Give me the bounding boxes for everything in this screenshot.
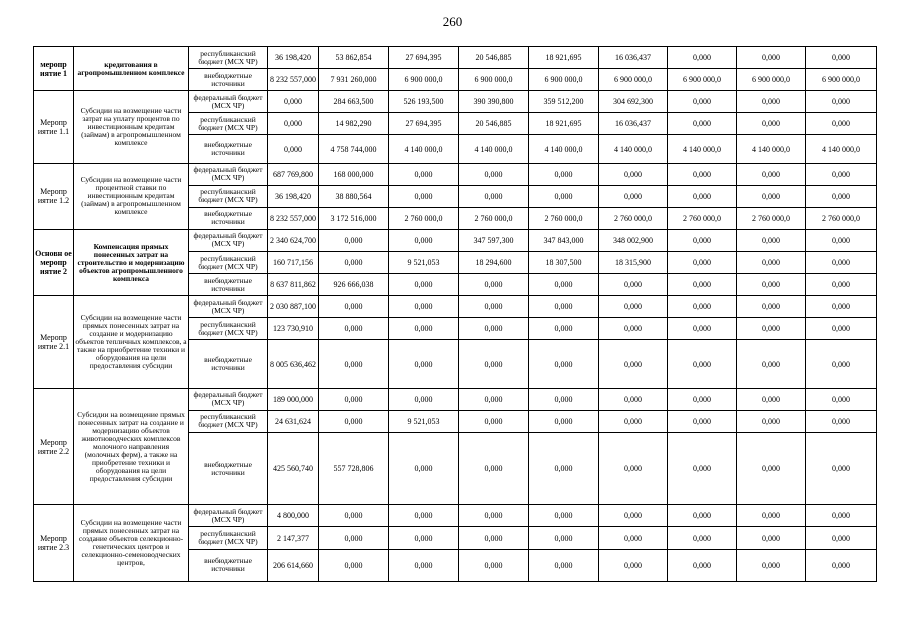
funding-source: республиканский бюджет (МСХ ЧР) bbox=[189, 185, 268, 207]
amount-cell: 0,000 bbox=[389, 340, 459, 388]
amount-cell: 0,000 bbox=[319, 252, 389, 274]
amount-cell: 0,000 bbox=[806, 505, 877, 527]
amount-cell: 4 758 744,000 bbox=[319, 135, 389, 163]
amount-cell: 0,000 bbox=[599, 527, 668, 549]
funding-source: внебюджетные источники bbox=[189, 69, 268, 91]
measure-code: Меропр иятие 2.3 bbox=[34, 505, 74, 582]
amount-cell: 18 921,695 bbox=[529, 47, 599, 69]
amount-cell: 16 036,437 bbox=[599, 47, 668, 69]
amount-cell: 0,000 bbox=[737, 252, 806, 274]
amount-cell: 0,000 bbox=[737, 229, 806, 251]
amount-cell: 0,000 bbox=[459, 340, 529, 388]
amount-cell: 2 760 000,0 bbox=[599, 207, 668, 229]
amount-cell: 0,000 bbox=[806, 318, 877, 340]
amount-cell: 0,000 bbox=[319, 527, 389, 549]
funding-source: республиканский бюджет (МСХ ЧР) bbox=[189, 410, 268, 432]
amount-cell: 16 036,437 bbox=[599, 113, 668, 135]
funding-source: федеральный бюджет (МСХ ЧР) bbox=[189, 229, 268, 251]
amount-cell: 36 198,420 bbox=[268, 185, 319, 207]
amount-cell: 0,000 bbox=[737, 527, 806, 549]
amount-cell: 6 900 000,0 bbox=[389, 69, 459, 91]
amount-cell: 27 694,395 bbox=[389, 47, 459, 69]
amount-cell: 0,000 bbox=[529, 318, 599, 340]
amount-cell: 0,000 bbox=[668, 388, 737, 410]
amount-cell: 0,000 bbox=[599, 549, 668, 581]
amount-cell: 0,000 bbox=[806, 432, 877, 504]
amount-cell: 0,000 bbox=[529, 296, 599, 318]
measure-code: Меропр иятие 1.2 bbox=[34, 163, 74, 229]
amount-cell: 0,000 bbox=[668, 527, 737, 549]
amount-cell: 0,000 bbox=[668, 252, 737, 274]
amount-cell: 38 880,564 bbox=[319, 185, 389, 207]
amount-cell: 390 390,800 bbox=[459, 91, 529, 113]
amount-cell: 0,000 bbox=[459, 549, 529, 581]
amount-cell: 0,000 bbox=[668, 549, 737, 581]
amount-cell: 0,000 bbox=[806, 229, 877, 251]
amount-cell: 2 147,377 bbox=[268, 527, 319, 549]
funding-source: внебюджетные источники bbox=[189, 135, 268, 163]
amount-cell: 0,000 bbox=[806, 296, 877, 318]
table-row bbox=[34, 505, 877, 527]
amount-cell: 0,000 bbox=[529, 185, 599, 207]
amount-cell: 0,000 bbox=[389, 527, 459, 549]
funding-source: республиканский бюджет (МСХ ЧР) bbox=[189, 527, 268, 549]
amount-cell: 0,000 bbox=[737, 505, 806, 527]
budget-table bbox=[33, 46, 877, 582]
amount-cell: 53 862,854 bbox=[319, 47, 389, 69]
amount-cell: 4 140 000,0 bbox=[459, 135, 529, 163]
page-number: 260 bbox=[442, 14, 463, 29]
amount-cell: 123 730,910 bbox=[268, 318, 319, 340]
amount-cell: 4 140 000,0 bbox=[529, 135, 599, 163]
amount-cell: 0,000 bbox=[459, 505, 529, 527]
amount-cell: 0,000 bbox=[737, 113, 806, 135]
amount-cell: 0,000 bbox=[459, 410, 529, 432]
amount-cell: 0,000 bbox=[806, 274, 877, 296]
funding-source: федеральный бюджет (МСХ ЧР) bbox=[189, 505, 268, 527]
amount-cell: 0,000 bbox=[806, 549, 877, 581]
amount-cell: 27 694,395 bbox=[389, 113, 459, 135]
amount-cell: 0,000 bbox=[668, 340, 737, 388]
amount-cell: 8 005 636,462 bbox=[268, 340, 319, 388]
amount-cell: 206 614,660 bbox=[268, 549, 319, 581]
measure-title: Субсидии на возмещение части затрат на уплату процентов по инвестиционным кредитам (займам) в агропромышленном комплексе bbox=[74, 91, 189, 163]
amount-cell: 347 597,300 bbox=[459, 229, 529, 251]
amount-cell: 0,000 bbox=[319, 388, 389, 410]
amount-cell: 0,000 bbox=[668, 432, 737, 504]
amount-cell: 6 900 000,0 bbox=[599, 69, 668, 91]
amount-cell: 0,000 bbox=[459, 274, 529, 296]
amount-cell: 2 760 000,0 bbox=[389, 207, 459, 229]
amount-cell: 189 000,000 bbox=[268, 388, 319, 410]
amount-cell: 0,000 bbox=[668, 163, 737, 185]
funding-source: внебюджетные источники bbox=[189, 274, 268, 296]
amount-cell: 4 140 000,0 bbox=[599, 135, 668, 163]
amount-cell: 0,000 bbox=[737, 47, 806, 69]
measure-title: Субсидии на возмещение прямых понесенных затрат на создание и модернизацию объектов животноводческих комплексов молочного направления (молочных ферм), а также на приобретение техники и оборудования на цели предоставления субсидии bbox=[74, 388, 189, 505]
amount-cell: 18 307,500 bbox=[529, 252, 599, 274]
amount-cell: 0,000 bbox=[529, 274, 599, 296]
amount-cell: 8 637 811,862 bbox=[268, 274, 319, 296]
measure-code: Основн ое меропр иятие 2 bbox=[34, 229, 74, 295]
amount-cell: 0,000 bbox=[529, 432, 599, 504]
amount-cell: 2 760 000,0 bbox=[529, 207, 599, 229]
amount-cell: 0,000 bbox=[668, 318, 737, 340]
amount-cell: 4 800,000 bbox=[268, 505, 319, 527]
amount-cell: 7 931 260,000 bbox=[319, 69, 389, 91]
amount-cell: 0,000 bbox=[737, 340, 806, 388]
amount-cell: 2 760 000,0 bbox=[737, 207, 806, 229]
amount-cell: 0,000 bbox=[389, 229, 459, 251]
amount-cell: 0,000 bbox=[389, 296, 459, 318]
table-row bbox=[34, 229, 877, 251]
amount-cell: 0,000 bbox=[319, 505, 389, 527]
measure-code: Меропр иятие 1.1 bbox=[34, 91, 74, 163]
amount-cell: 0,000 bbox=[737, 163, 806, 185]
amount-cell: 0,000 bbox=[737, 432, 806, 504]
table-row bbox=[34, 47, 877, 69]
amount-cell: 0,000 bbox=[389, 185, 459, 207]
funding-source: внебюджетные источники bbox=[189, 549, 268, 581]
amount-cell: 0,000 bbox=[806, 252, 877, 274]
amount-cell: 6 900 000,0 bbox=[806, 69, 877, 91]
amount-cell: 0,000 bbox=[529, 549, 599, 581]
amount-cell: 0,000 bbox=[806, 113, 877, 135]
amount-cell: 0,000 bbox=[737, 410, 806, 432]
amount-cell: 0,000 bbox=[599, 410, 668, 432]
amount-cell: 36 198,420 bbox=[268, 47, 319, 69]
amount-cell: 347 843,000 bbox=[529, 229, 599, 251]
amount-cell: 24 631,624 bbox=[268, 410, 319, 432]
measure-title: кредитования в агропромышленном комплексе bbox=[74, 47, 189, 91]
amount-cell: 0,000 bbox=[599, 505, 668, 527]
amount-cell: 160 717,156 bbox=[268, 252, 319, 274]
amount-cell: 3 172 516,000 bbox=[319, 207, 389, 229]
amount-cell: 0,000 bbox=[668, 296, 737, 318]
funding-source: внебюджетные источники bbox=[189, 432, 268, 504]
amount-cell: 0,000 bbox=[806, 47, 877, 69]
amount-cell: 0,000 bbox=[459, 185, 529, 207]
table-row bbox=[34, 91, 877, 113]
amount-cell: 0,000 bbox=[599, 340, 668, 388]
amount-cell: 0,000 bbox=[668, 47, 737, 69]
amount-cell: 4 140 000,0 bbox=[806, 135, 877, 163]
funding-source: республиканский бюджет (МСХ ЧР) bbox=[189, 113, 268, 135]
amount-cell: 0,000 bbox=[319, 340, 389, 388]
funding-source: федеральный бюджет (МСХ ЧР) bbox=[189, 163, 268, 185]
amount-cell: 2 760 000,0 bbox=[806, 207, 877, 229]
amount-cell: 284 663,500 bbox=[319, 91, 389, 113]
amount-cell: 0,000 bbox=[529, 505, 599, 527]
funding-source: федеральный бюджет (МСХ ЧР) bbox=[189, 296, 268, 318]
amount-cell: 6 900 000,0 bbox=[529, 69, 599, 91]
amount-cell: 0,000 bbox=[319, 410, 389, 432]
amount-cell: 0,000 bbox=[389, 432, 459, 504]
funding-source: федеральный бюджет (МСХ ЧР) bbox=[189, 388, 268, 410]
amount-cell: 0,000 bbox=[529, 163, 599, 185]
amount-cell: 0,000 bbox=[459, 163, 529, 185]
amount-cell: 0,000 bbox=[319, 549, 389, 581]
amount-cell: 2 030 887,100 bbox=[268, 296, 319, 318]
amount-cell: 0,000 bbox=[599, 318, 668, 340]
funding-source: внебюджетные источники bbox=[189, 207, 268, 229]
amount-cell: 0,000 bbox=[806, 388, 877, 410]
amount-cell: 0,000 bbox=[668, 113, 737, 135]
amount-cell: 9 521,053 bbox=[389, 252, 459, 274]
amount-cell: 0,000 bbox=[319, 296, 389, 318]
amount-cell: 18 921,695 bbox=[529, 113, 599, 135]
table-row bbox=[34, 296, 877, 318]
amount-cell: 0,000 bbox=[599, 388, 668, 410]
amount-cell: 0,000 bbox=[319, 318, 389, 340]
amount-cell: 0,000 bbox=[737, 296, 806, 318]
amount-cell: 425 560,740 bbox=[268, 432, 319, 504]
amount-cell: 0,000 bbox=[599, 185, 668, 207]
amount-cell: 20 546,885 bbox=[459, 113, 529, 135]
amount-cell: 4 140 000,0 bbox=[668, 135, 737, 163]
amount-cell: 0,000 bbox=[737, 91, 806, 113]
amount-cell: 0,000 bbox=[389, 163, 459, 185]
amount-cell: 0,000 bbox=[806, 91, 877, 113]
amount-cell: 0,000 bbox=[599, 163, 668, 185]
amount-cell: 557 728,806 bbox=[319, 432, 389, 504]
funding-source: федеральный бюджет (МСХ ЧР) bbox=[189, 91, 268, 113]
funding-source: внебюджетные источники bbox=[189, 340, 268, 388]
amount-cell: 348 002,900 bbox=[599, 229, 668, 251]
amount-cell: 0,000 bbox=[668, 410, 737, 432]
measure-title: Субсидии на возмещение части прямых понесенных затрат на создание объектов селекционно-генетических центров и селекционно-семеноводческих центров, bbox=[74, 505, 189, 582]
amount-cell: 2 340 624,700 bbox=[268, 229, 319, 251]
amount-cell: 8 232 557,000 bbox=[268, 69, 319, 91]
amount-cell: 0,000 bbox=[806, 340, 877, 388]
measure-code: Меропр иятие 2.1 bbox=[34, 296, 74, 388]
funding-source: республиканский бюджет (МСХ ЧР) bbox=[189, 252, 268, 274]
amount-cell: 0,000 bbox=[668, 229, 737, 251]
amount-cell: 18 294,600 bbox=[459, 252, 529, 274]
amount-cell: 359 512,200 bbox=[529, 91, 599, 113]
amount-cell: 14 982,290 bbox=[319, 113, 389, 135]
measure-title: Компенсация прямых понесенных затрат на строительство и модернизацию объектов агропромышленного комплекса bbox=[74, 229, 189, 295]
amount-cell: 0,000 bbox=[737, 185, 806, 207]
amount-cell: 0,000 bbox=[459, 432, 529, 504]
amount-cell: 0,000 bbox=[268, 113, 319, 135]
amount-cell: 0,000 bbox=[668, 274, 737, 296]
amount-cell: 0,000 bbox=[737, 318, 806, 340]
amount-cell: 0,000 bbox=[529, 410, 599, 432]
amount-cell: 0,000 bbox=[459, 388, 529, 410]
amount-cell: 526 193,500 bbox=[389, 91, 459, 113]
amount-cell: 0,000 bbox=[737, 549, 806, 581]
amount-cell: 0,000 bbox=[668, 505, 737, 527]
funding-source: республиканский бюджет (МСХ ЧР) bbox=[189, 47, 268, 69]
table-row bbox=[34, 163, 877, 185]
amount-cell: 0,000 bbox=[389, 318, 459, 340]
amount-cell: 0,000 bbox=[806, 410, 877, 432]
amount-cell: 0,000 bbox=[268, 135, 319, 163]
amount-cell: 0,000 bbox=[389, 388, 459, 410]
amount-cell: 168 000,000 bbox=[319, 163, 389, 185]
amount-cell: 0,000 bbox=[459, 296, 529, 318]
amount-cell: 20 546,885 bbox=[459, 47, 529, 69]
amount-cell: 0,000 bbox=[668, 185, 737, 207]
table-row bbox=[34, 388, 877, 410]
amount-cell: 0,000 bbox=[737, 274, 806, 296]
amount-cell: 304 692,300 bbox=[599, 91, 668, 113]
measure-code: меропр иятие 1 bbox=[34, 47, 74, 91]
amount-cell: 6 900 000,0 bbox=[459, 69, 529, 91]
measure-title: Субсидии на возмещение части прямых понесенных затрат на создание и модернизацию объектов тепличных комплексов, а также на приобретение техники и оборудования на цели предоставления субсидии bbox=[74, 296, 189, 388]
amount-cell: 0,000 bbox=[529, 340, 599, 388]
amount-cell: 4 140 000,0 bbox=[389, 135, 459, 163]
measure-title: Субсидии на возмещение части процентной ставки по инвестиционным кредитам (займам) в агропромышленном комплексе bbox=[74, 163, 189, 229]
amount-cell: 0,000 bbox=[806, 163, 877, 185]
amount-cell: 0,000 bbox=[806, 185, 877, 207]
amount-cell: 0,000 bbox=[268, 91, 319, 113]
amount-cell: 0,000 bbox=[319, 229, 389, 251]
amount-cell: 9 521,053 bbox=[389, 410, 459, 432]
amount-cell: 0,000 bbox=[459, 527, 529, 549]
amount-cell: 2 760 000,0 bbox=[668, 207, 737, 229]
amount-cell: 0,000 bbox=[389, 505, 459, 527]
amount-cell: 8 232 557,000 bbox=[268, 207, 319, 229]
measure-code: Меропр иятие 2.2 bbox=[34, 388, 74, 505]
amount-cell: 0,000 bbox=[389, 274, 459, 296]
amount-cell: 926 666,038 bbox=[319, 274, 389, 296]
amount-cell: 4 140 000,0 bbox=[737, 135, 806, 163]
amount-cell: 0,000 bbox=[668, 91, 737, 113]
amount-cell: 0,000 bbox=[389, 549, 459, 581]
amount-cell: 0,000 bbox=[599, 274, 668, 296]
amount-cell: 0,000 bbox=[459, 318, 529, 340]
amount-cell: 0,000 bbox=[599, 432, 668, 504]
amount-cell: 0,000 bbox=[806, 527, 877, 549]
amount-cell: 0,000 bbox=[529, 388, 599, 410]
funding-source: республиканский бюджет (МСХ ЧР) bbox=[189, 318, 268, 340]
amount-cell: 687 769,800 bbox=[268, 163, 319, 185]
amount-cell: 6 900 000,0 bbox=[668, 69, 737, 91]
amount-cell: 0,000 bbox=[599, 296, 668, 318]
amount-cell: 2 760 000,0 bbox=[459, 207, 529, 229]
amount-cell: 0,000 bbox=[529, 527, 599, 549]
amount-cell: 18 315,900 bbox=[599, 252, 668, 274]
amount-cell: 0,000 bbox=[737, 388, 806, 410]
amount-cell: 6 900 000,0 bbox=[737, 69, 806, 91]
